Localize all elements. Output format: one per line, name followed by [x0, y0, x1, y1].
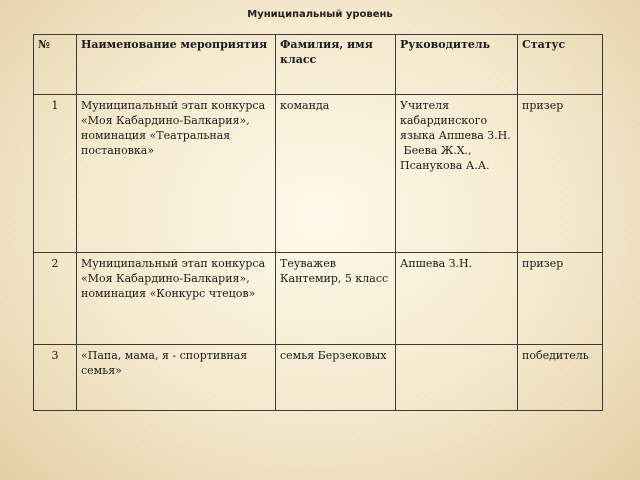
participant: команда [276, 95, 396, 252]
table-row [34, 95, 603, 252]
row-number: 3 [34, 344, 77, 410]
leader: Апшева З.Н. [396, 252, 518, 344]
leader [396, 344, 518, 410]
event-name: Муниципальный этап конкурса «Моя Кабардино-Балкария», номинация «Конкурс чтецов» [77, 252, 276, 344]
table-row [34, 252, 603, 344]
header-event-name: Наименование мероприятия [77, 35, 276, 95]
leader-line-2: Беева Ж.Х., Псанукова А.А. [400, 144, 490, 173]
table-row [34, 344, 603, 410]
header-status: Статус [518, 35, 603, 95]
leader-line-1: Учителя кабардинского языка Апшева З.Н. [400, 99, 511, 143]
table-header-row [34, 35, 603, 95]
status: призер [518, 95, 603, 252]
header-participant: Фамилия, имя класс [276, 35, 396, 95]
participant: семья Берзековых [276, 344, 396, 410]
event-name: «Папа, мама, я - спортивная семья» [77, 344, 276, 410]
header-number: № [34, 35, 77, 95]
header-leader: Руководитель [396, 35, 518, 95]
participant: Теуважев Кантемир, 5 класс [276, 252, 396, 344]
row-number: 1 [34, 95, 77, 252]
status: победитель [518, 344, 603, 410]
events-table [33, 34, 603, 411]
leader [396, 95, 518, 252]
status: призер [518, 252, 603, 344]
event-name: Муниципальный этап конкурса «Моя Кабардино-Балкария», номинация «Театральная постановка» [77, 95, 276, 252]
slide-title: Муниципальный уровень [247, 9, 393, 20]
row-number: 2 [34, 252, 77, 344]
